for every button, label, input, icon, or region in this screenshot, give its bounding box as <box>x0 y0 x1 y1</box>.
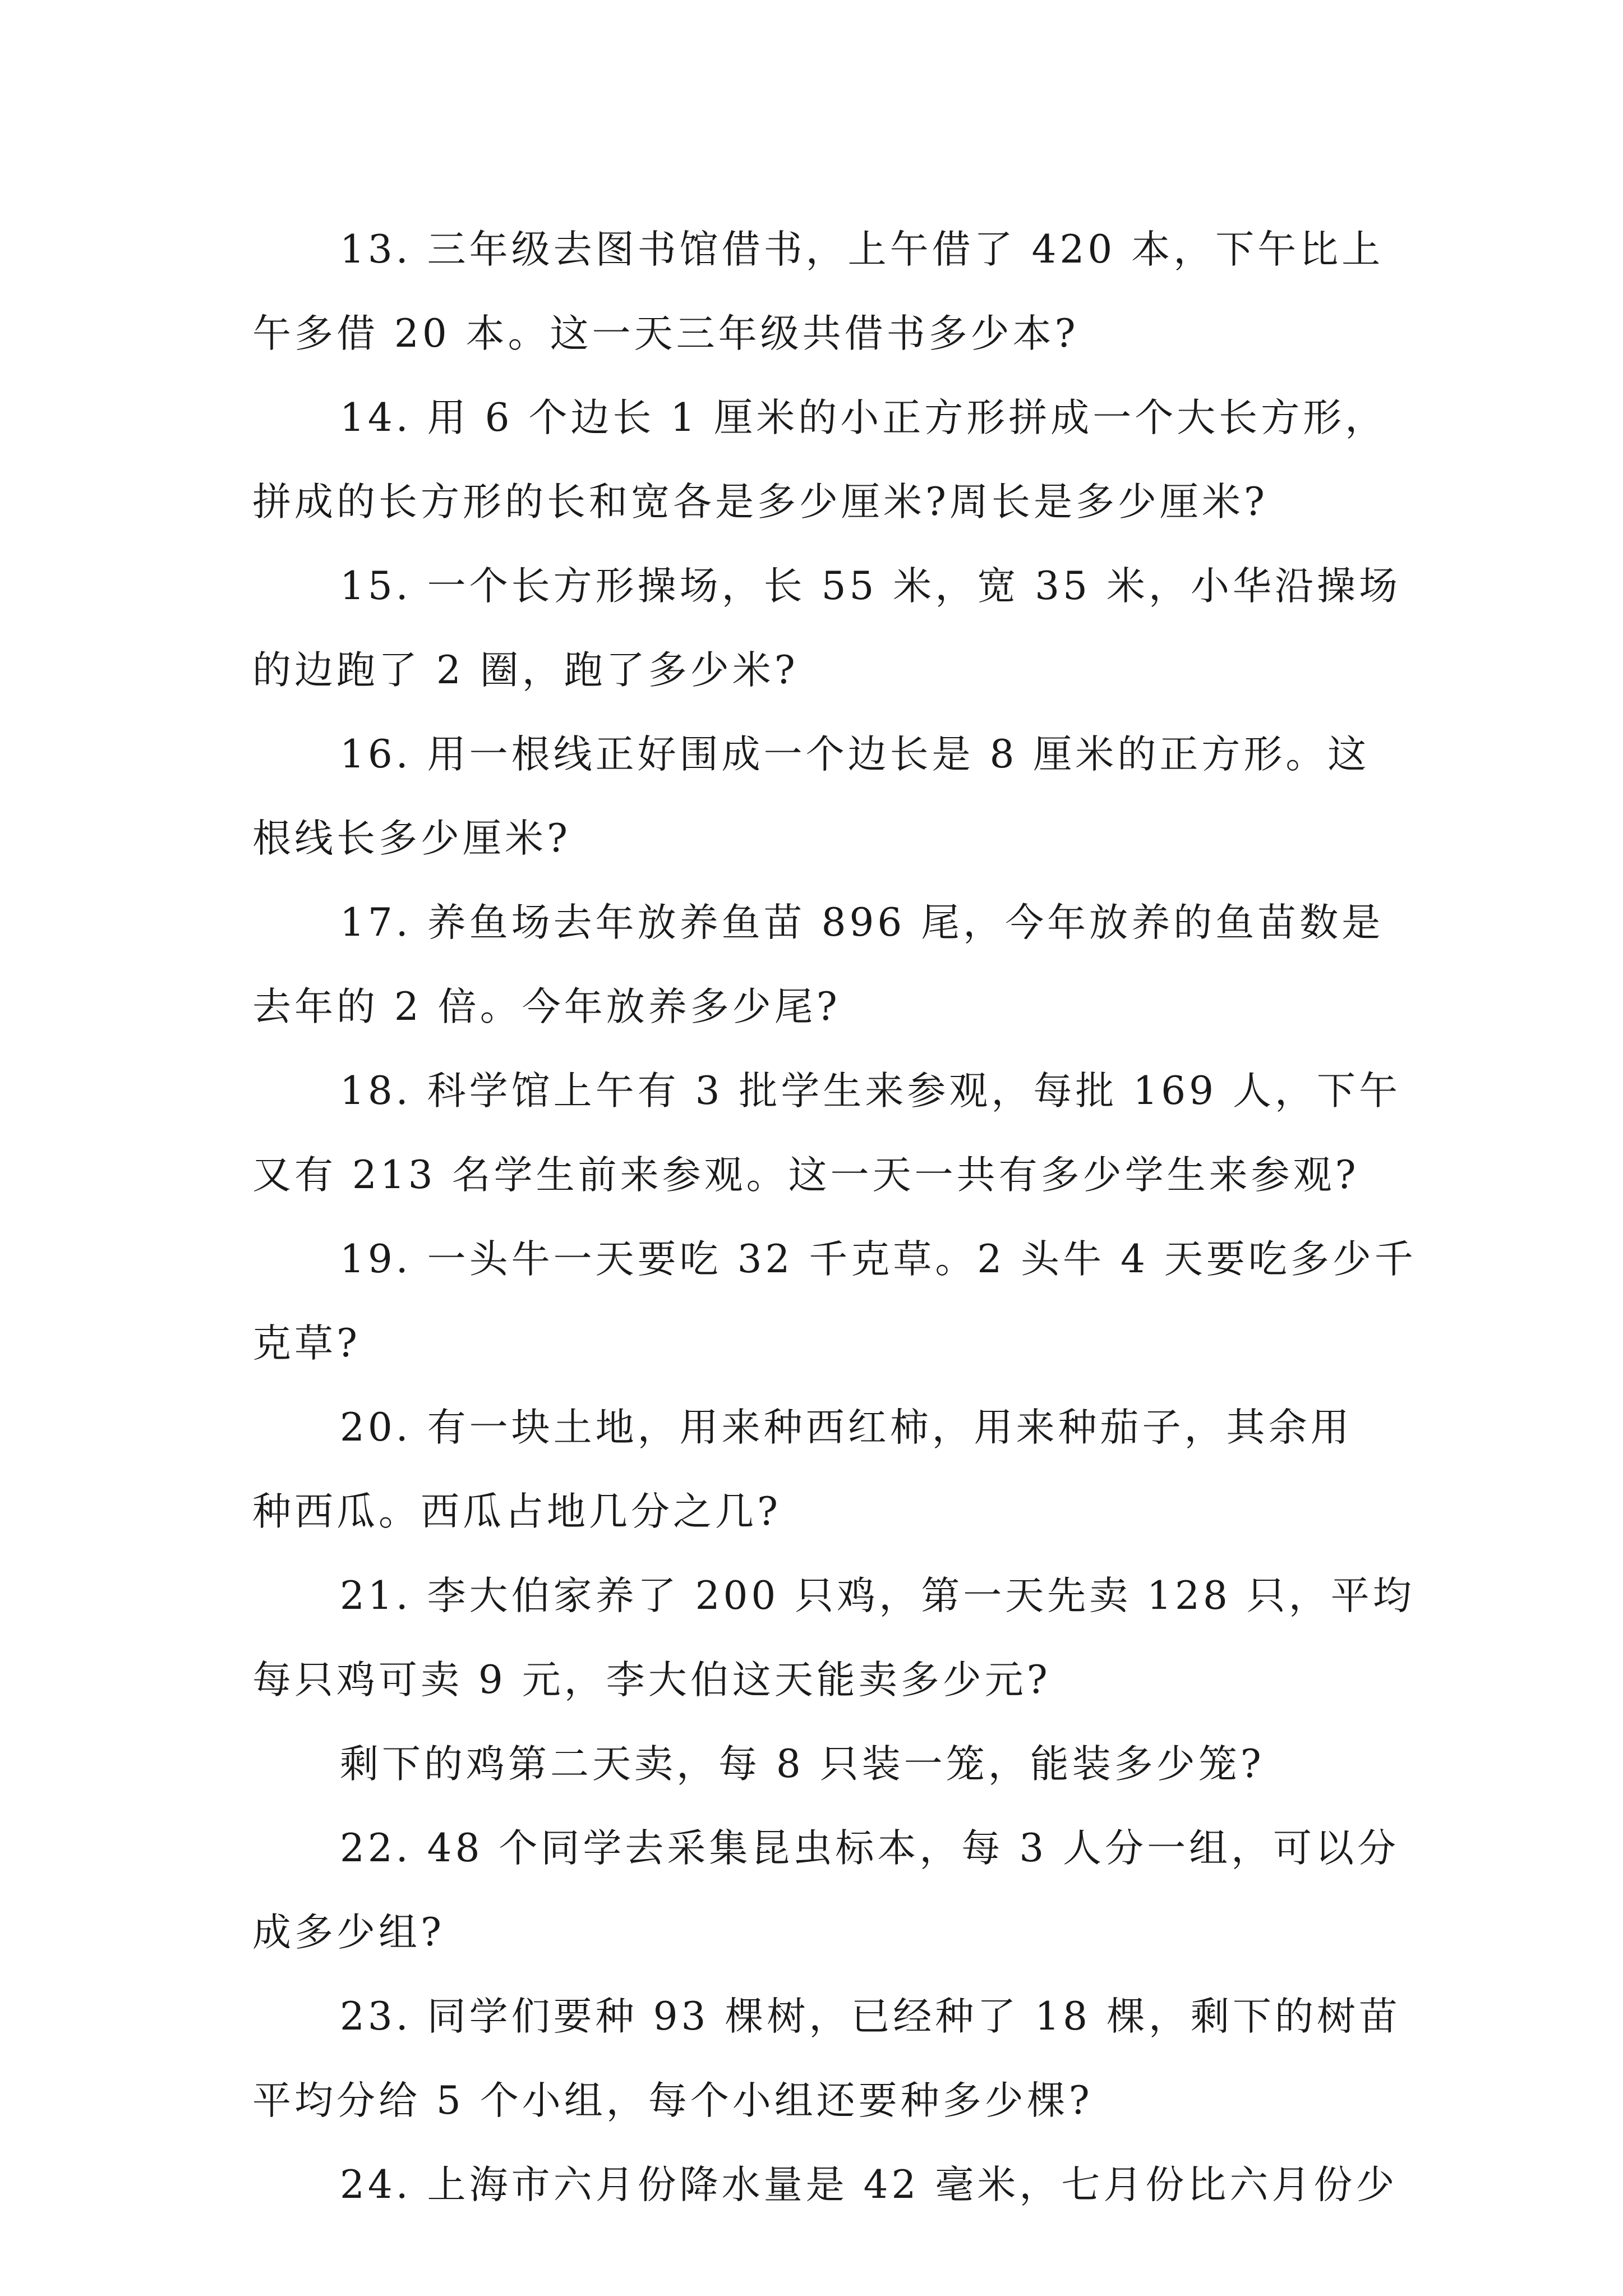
problem-15-line-1: 15. 一个长方形操场，长 55 米，宽 35 米，小华沿操场 <box>340 564 1401 609</box>
problem-16-line-2: 根线长多少厘米? <box>252 816 571 861</box>
problem-22-line-1: 22. 48 个同学去采集昆虫标本，每 3 人分一组，可以分 <box>340 1826 1400 1871</box>
problem-16-line-1: 16. 用一根线正好围成一个边长是 8 厘米的正方形。这 <box>340 732 1370 777</box>
problem-13-line-2: 午多借 20 本。这一天三年级共借书多少本? <box>252 311 1079 356</box>
problem-19-line-2: 克草? <box>252 1321 361 1366</box>
problem-14-line-2: 拼成的长方形的长和宽各是多少厘米?周长是多少厘米? <box>252 480 1268 524</box>
problem-13-line-1: 13. 三年级去图书馆借书，上午借了 420 本，下午比上 <box>340 227 1384 272</box>
problem-18-line-1: 18. 科学馆上午有 3 批学生来参观，每批 169 人，下午 <box>340 1069 1401 1114</box>
problem-19-line-1: 19. 一头牛一天要吃 32 千克草。2 头牛 4 天要吃多少千 <box>340 1237 1417 1282</box>
problem-17-line-2: 去年的 2 倍。今年放养多少尾? <box>252 984 841 1029</box>
problem-20-line-2: 种西瓜。西瓜占地几分之几? <box>252 1489 781 1534</box>
problem-17-line-1: 17. 养鱼场去年放养鱼苗 896 尾，今年放养的鱼苗数是 <box>340 900 1384 945</box>
problem-20-line-1: 20. 有一块土地，用来种西红柿，用来种茄子，其余用 <box>340 1405 1353 1450</box>
problem-text <box>252 208 1417 2227</box>
problem-21-followup: 剩下的鸡第二天卖，每 8 只装一笼，能装多少笼? <box>340 1742 1265 1787</box>
problem-15-line-2: 的边跑了 2 圈，跑了多少米? <box>252 648 799 693</box>
problem-21-line-2: 每只鸡可卖 9 元，李大伯这天能卖多少元? <box>252 1658 1051 1703</box>
problem-21-line-1: 21. 李大伯家养了 200 只鸡，第一天先卖 128 只，平均 <box>340 1573 1415 1618</box>
problem-14-line-1: 14. 用 6 个边长 1 厘米的小正方形拼成一个大长方形， <box>340 395 1387 440</box>
problem-23-line-2: 平均分给 5 个小组，每个小组还要种多少棵? <box>252 2078 1093 2123</box>
problem-24-line-1: 24. 上海市六月份降水量是 42 毫米，七月份比六月份少 <box>340 2162 1398 2207</box>
problem-18-line-2: 又有 213 名学生前来参观。这一天一共有多少学生来参观? <box>252 1153 1359 1198</box>
problem-22-line-2: 成多少组? <box>252 1910 445 1955</box>
problem-23-line-1: 23. 同学们要种 93 棵树，已经种了 18 棵，剩下的树苗 <box>340 1994 1401 2039</box>
